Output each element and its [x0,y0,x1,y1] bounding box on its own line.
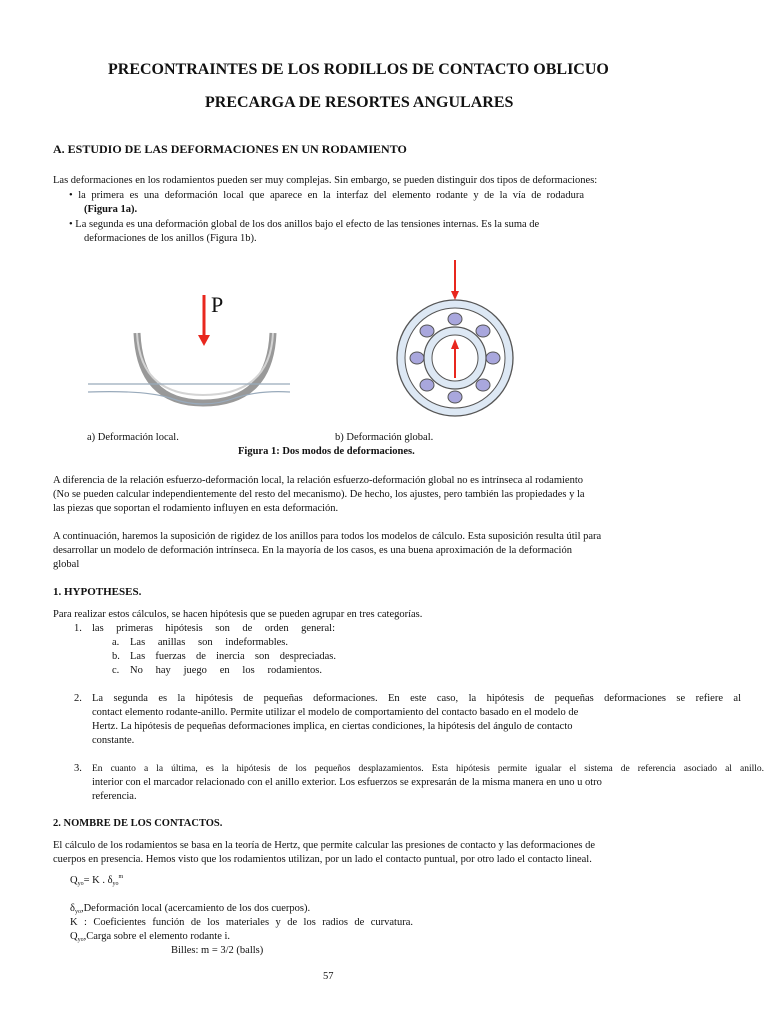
load-label: P [211,292,224,317]
hyp2-line1: La segunda es la hipótesis de pequeñas deformaciones. En este caso, la hipótesis de pequeñas deformaciones se refiere al [92,693,741,704]
para1-line2: (No se pueden calcular independientemente del resto del mecanismo). De hecho, los ajustes, pero también las propiedades y la [53,489,585,500]
hyp2-line4: constante. [92,735,135,746]
para2-line1: A continuación, haremos la suposición de rigidez de los anillos para todos los modelos de cálculo. Esta suposición resulta útil para [53,531,602,542]
para1-line3: las piezas que soportan el rodamiento influyen en esta deformación. [53,503,339,514]
caption-b: b) Deformación global. [335,432,434,443]
bullet-2-cont: deformaciones de los anillos (Figura 1b). [84,233,257,244]
def-delta-symbol: δ [70,903,75,914]
section-a-heading: A. ESTUDIO DE LAS DEFORMACIONES EN UN RODAMIENTO [53,142,407,156]
intro-paragraph: Las deformaciones en los rodamientos pueden ser muy complejas. Sin embargo, se pueden distinguir dos tipos de deformaciones: [53,175,598,186]
title-sub: PRECARGA DE RESORTES ANGULARES [205,94,514,111]
caption-a: a) Deformación local. [87,432,179,443]
hyp3-line3: referencia. [92,791,137,802]
figure-title: Figura 1: Dos modos de deformaciones. [238,446,415,457]
hyp1-a-text: Las anillas son indeformables. [130,637,288,648]
para1-line1: A diferencia de la relación esfuerzo-deformación local, la relación esfuerzo-deformación global no es intrínseca al rodamiento [53,475,584,486]
def-delta-text: ,Deformación local (acercamiento de los dos cuerpos). [80,903,311,914]
para3-line1: El cálculo de los rodamientos se basa en la teoría de Hertz, que permite calcular las presiones de contacto y las deformaciones de [53,840,595,851]
def-q-text: ,Carga sobre el elemento rodante i. [83,931,231,942]
figure-bearing [390,258,520,423]
section-1-heading: 1. HYPOTHESES. [53,586,142,598]
hyp1-c-text: No hay juego en los rodamientos. [130,665,322,676]
formula-rhs-sub: yo [112,881,119,887]
def-k: K : Coeficientes función de los materiales y de los radios de curvatura. [70,917,413,928]
def-q-sub: yo [77,937,84,943]
title-main: PRECONTRAINTES DE LOS RODILLOS DE CONTACTO OBLICUO [108,61,609,78]
def-delta-sub: yo [74,909,81,915]
formula-lhs: Q [70,875,78,886]
para2-line3: global [53,559,80,570]
page-number: 57 [323,971,334,982]
def-q-symbol: Q [70,931,78,942]
para3-line2: cuerpos en presencia. Hemos visto que los rodamientos utilizan, por un lado el contacto puntual, por otro lado el contacto lineal. [53,854,592,865]
bullet-2: • La segunda es una deformación global de los dos anillos bajo el efecto de las tensiones internas. Es la suma de [69,219,540,230]
hyp1-text: las primeras hipótesis son de orden general: [92,623,335,634]
def-billes: Billes: m = 3/2 (balls) [171,945,264,956]
hyp1-c-letter: c. [112,665,120,676]
figure-local-deformation [85,285,295,420]
hertz-formula [70,870,123,891]
hypotheses-intro: Para realizar estos cálculos, se hacen hipótesis que se pueden agrupar en tres categorías. [53,609,423,620]
hyp1-b-text: Las fuerzas de inercia son despreciadas. [130,651,336,662]
hyp3-line1: En cuanto a la última, es la hipótesis de los pequeños desplazamientos. Esta hipótesis permite igualar el sistema de referencia asociado al anillo. [92,764,764,774]
bullet-1: • la primera es una deformación local que aparece en la interfaz del elemento rodante y de la vía de rodadura [69,190,584,201]
formula-eq: = K . δ [83,875,113,886]
hyp2-line2: contact elemento rodante-anillo. Permite utilizar el modelo de comportamiento del contacto basado en el modelo de [92,707,579,718]
hyp3-number: 3. [74,763,82,774]
formula-lhs-sub: yo [77,881,84,887]
hyp2-number: 2. [74,693,82,704]
hyp1-number: 1. [74,623,82,634]
section-2-heading: 2. NOMBRE DE LOS CONTACTOS. [53,818,223,829]
load-arrow [198,295,210,346]
bullet-1-ref: (Figura 1a). [84,204,138,215]
hyp3-line2: interior con el marcador relacionado con el anillo exterior. Los esfuerzos se expresarán de la misma manera en uno u otro [92,777,602,788]
outer-force-arrow [451,260,459,300]
hyp2-line3: Hertz. La hipótesis de pequeñas deformaciones implica, en ciertas condiciones, la hipótesis del ángulo de contacto [92,721,573,732]
hyp1-b-letter: b. [112,651,120,662]
formula-exponent: m [118,874,124,880]
para2-line2: desarrollar un modelo de deformación intrínseca. En la mayoría de los casos, es una buena aproximación de la deformación [53,545,572,556]
hyp1-a-letter: a. [112,637,120,648]
